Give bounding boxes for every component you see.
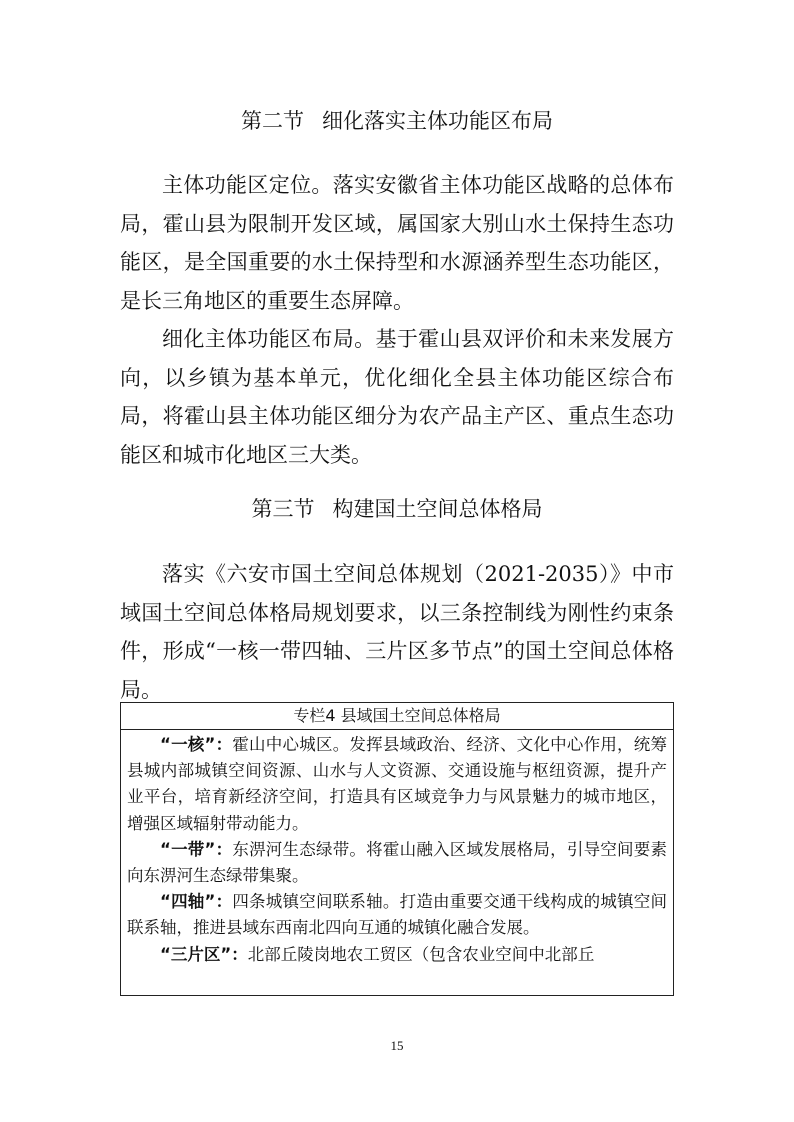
section-3-number: 第三节 bbox=[251, 497, 315, 521]
paragraph-function-zone-layout bbox=[120, 320, 674, 474]
paragraph-function-zone-positioning bbox=[120, 166, 674, 320]
box-item-text: 北部丘陵岗地农工贸区（包含农业空间中北部丘 bbox=[247, 944, 595, 964]
section-2-number: 第二节 bbox=[241, 109, 304, 133]
box-item-term: “三片区”： bbox=[160, 944, 248, 964]
section-2-title: 细化落实主体功能区布局 bbox=[322, 109, 553, 133]
page-number: 15 bbox=[390, 1038, 404, 1053]
box-item-text: 四条城镇空间联系轴。打造由重要交通干线构成的城镇空间联系轴，推进县域东西南北四向互通的城镇化融合发展。 bbox=[127, 892, 667, 938]
box-item-term: “一带”： bbox=[160, 839, 233, 859]
paragraph-text: 落实安徽省主体功能区战略的总体布局，霍山县为限制开发区域，属国家大别山水土保持生态功能区，是全国重要的水土保持型和水源涵养型生态功能区，是长三角地区的重要生态屏障。 bbox=[120, 173, 675, 313]
box-item-one-core bbox=[127, 732, 667, 837]
paragraph-lead: 细化主体功能区布局。 bbox=[162, 327, 376, 351]
feature-box-body bbox=[121, 730, 673, 968]
section-2-heading bbox=[120, 106, 674, 136]
section-3-title: 构建国土空间总体格局 bbox=[332, 497, 543, 521]
feature-box-spatial-pattern bbox=[120, 702, 674, 996]
section-3-heading bbox=[120, 494, 674, 524]
box-item-three-areas bbox=[127, 942, 667, 968]
paragraph-text: 基于霍山县双评价和未来发展方向，以乡镇为基本单元，优化细化全县主体功能区综合布局，将霍山县主体功能区细分为农产品主产区、重点生态功能区和城市化地区三大类。 bbox=[120, 327, 675, 467]
box-item-term: “一核”： bbox=[160, 735, 233, 754]
feature-box-title: 专栏4 县域国土空间总体格局 bbox=[121, 703, 673, 730]
box-item-text: 东淠河生态绿带。将霍山融入区域发展格局，引导空间要素向东淠河生态绿带集聚。 bbox=[127, 839, 667, 886]
box-item-text: 霍山中心城区。发挥县域政治、经济、文化中心作用，统筹县城内部城镇空间资源、山水与人文资源、交通设施与枢纽资源，提升产业平台，培育新经济空间，打造具有区域竞争力与风景魅力的城市地区，增强区域辐射带动能力。 bbox=[127, 735, 667, 833]
paragraph-spatial-pattern: 落实《六安市国土空间总体规划（2021-2035）》中市域国土空间总体格局规划要求，以三条控制线为刚性约束条件，形成“一核一带四轴、三片区多节点”的国土空间总体格局。 bbox=[120, 562, 674, 702]
box-item-four-axes bbox=[127, 889, 667, 941]
box-item-term: “四轴”： bbox=[160, 892, 233, 912]
paragraph-lead: 主体功能区定位。 bbox=[162, 173, 333, 197]
box-item-one-belt bbox=[127, 837, 667, 889]
